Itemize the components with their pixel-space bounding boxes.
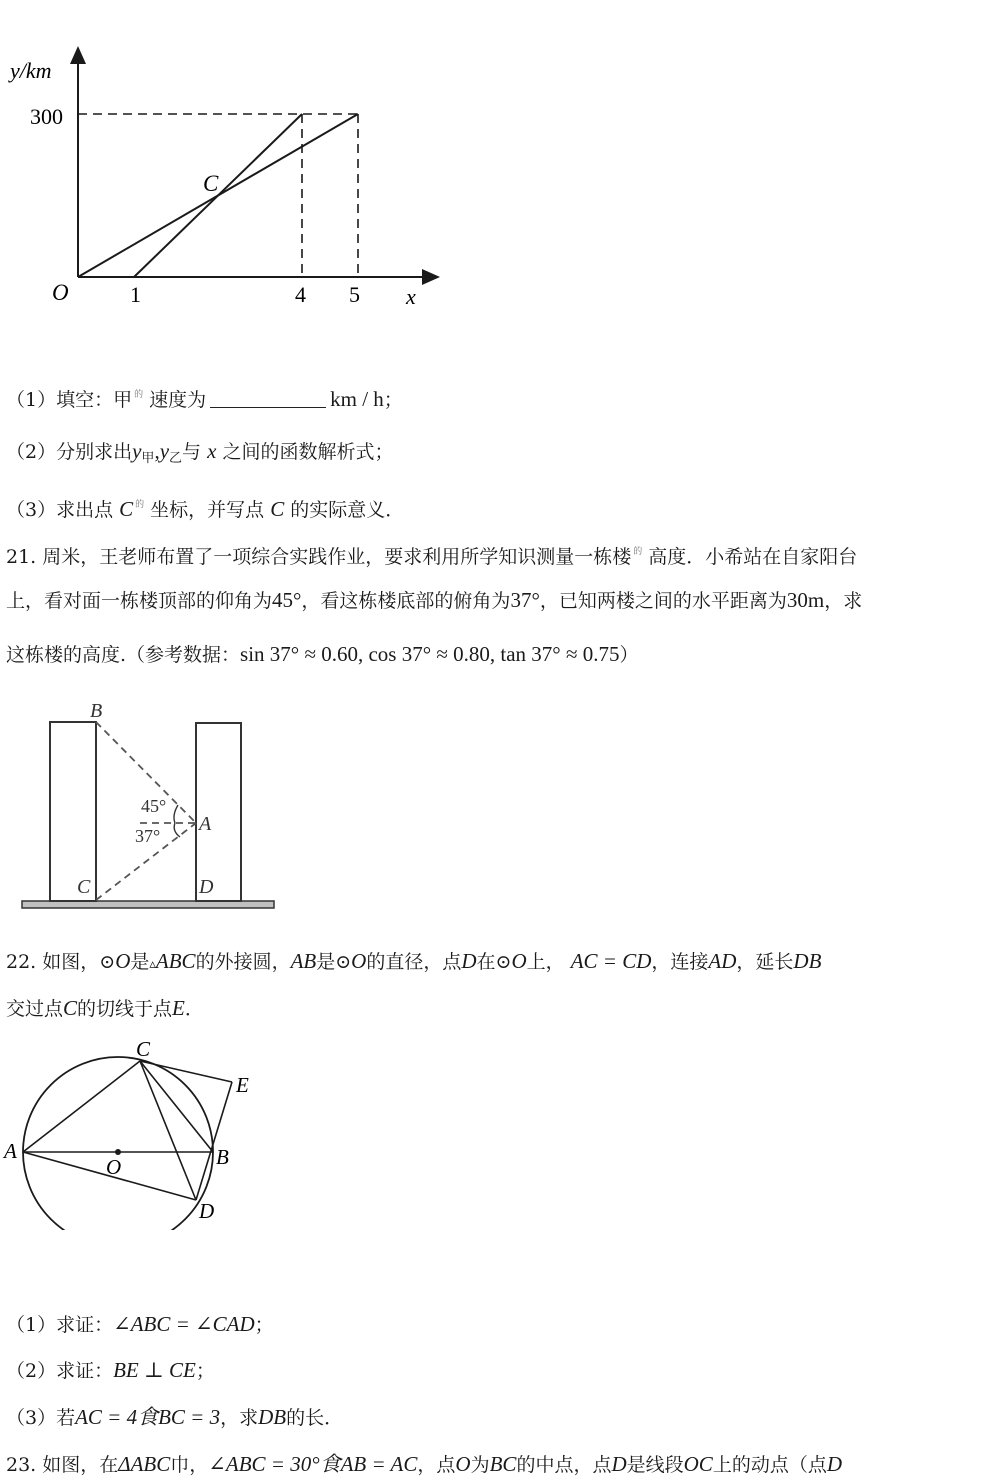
label-e: E: [236, 1073, 249, 1097]
q20-x-var: x: [207, 439, 217, 463]
q20-p3-text-a: （3）求出点: [6, 499, 114, 521]
q21-l1-text-b: 高度．小希站在自家阳台: [648, 546, 858, 568]
q20-part1: [6, 382, 403, 413]
q22-p3-text-b: ，求: [220, 1407, 259, 1429]
answer-blank[interactable]: [210, 389, 326, 408]
q22-text-a: 22. 如图，⊙: [6, 951, 116, 973]
q21-l2-text-c: ，已知两楼之间的水平距离为: [539, 590, 787, 612]
q22-o-2: O: [351, 949, 367, 973]
q21-l3-text-b: ）: [619, 644, 639, 666]
q23-text-d: 为: [470, 1454, 490, 1476]
distance-time-chart: [0, 40, 450, 320]
q20-y-var-2: y: [159, 439, 170, 463]
q23-o: O: [455, 1452, 471, 1476]
q22-l2-c: C: [63, 996, 78, 1020]
q20-point-c-2: C: [270, 497, 285, 521]
q22-l2-text-a: 交过点: [6, 998, 64, 1020]
q22-p3-text-c: 的长．: [286, 1407, 344, 1429]
q21-l1-text-a: 21. 周米，王老师布置了一项综合实践作业，要求利用所学知识测量一栋楼: [6, 546, 632, 568]
circle-figure: [0, 1030, 280, 1230]
q22-l2-end: ．: [184, 998, 204, 1020]
q20-part2: [6, 438, 393, 472]
label-b: B: [90, 700, 103, 722]
q22-p2-end: ；: [195, 1360, 215, 1382]
circle-o: [23, 1057, 213, 1230]
q22-ac-eq-cd: AC = CD: [570, 949, 652, 973]
segment-cd: [140, 1061, 196, 1200]
q22-part2: [6, 1357, 215, 1384]
q23-text-a: 23. 如图，在: [6, 1454, 119, 1476]
q22-p2-math: BE ⊥ CE: [113, 1358, 196, 1382]
q23-math: ∠ABC = 30°食AB = AC: [208, 1452, 418, 1476]
q22-text-h: ，连接: [651, 951, 709, 973]
q20-p1-text-a: （1）填空：甲: [6, 389, 133, 411]
q23-text-c: ，点: [417, 1454, 456, 1476]
q23-text-g: 上的动点（点: [712, 1454, 827, 1476]
q20-p3-text-b: 坐标，并写点: [150, 499, 265, 521]
q22-text-c: 的外接圆，: [195, 951, 291, 973]
q22-d: D: [461, 949, 477, 973]
x-tick-1: 1: [130, 282, 141, 307]
x-axis-label: x: [406, 284, 416, 309]
angle-37-label: 37°: [135, 826, 161, 846]
q20-p2-text-b: 与: [182, 441, 202, 463]
label-a: A: [199, 813, 212, 835]
label-d: D: [199, 876, 214, 898]
q20-p1-end: ；: [383, 389, 403, 411]
q22-line2: [6, 995, 204, 1022]
small-mark: 的: [135, 500, 145, 510]
angle-arc-top: [174, 805, 178, 823]
q22-p3-math: AC = 4食BC = 3: [75, 1405, 221, 1429]
q21-distance: 30m: [786, 588, 825, 612]
q22-text-f: 在⊙: [476, 951, 512, 973]
segment-de: [196, 1082, 232, 1200]
q23-text-e: 的中点，点: [516, 1454, 612, 1476]
buildings-figure: [0, 695, 300, 920]
q20-p2-text-a: （2）分别求出: [6, 441, 133, 463]
q21-l2-text-d: ，求: [824, 590, 863, 612]
q22-text-g: 上，: [526, 951, 565, 973]
triangle-icon: ▵: [149, 957, 156, 972]
q22-text-b: 是: [130, 951, 150, 973]
q23-d: D: [611, 1452, 627, 1476]
q21-line2: [6, 587, 862, 614]
q22-l2-text-b: 的切线于点: [77, 998, 173, 1020]
q20-unit: km / h: [330, 387, 384, 411]
q23-line1: [6, 1451, 842, 1478]
q20-point-c: C: [119, 497, 134, 521]
q22-p3-text-a: （3）若: [6, 1407, 76, 1429]
q22-text-d: 是⊙: [316, 951, 352, 973]
q22-line1: [6, 948, 821, 978]
q22-ad: AD: [708, 949, 737, 973]
right-building: [196, 723, 241, 901]
q23-triangle: ΔABC: [118, 1452, 171, 1476]
q22-ab: AB: [290, 949, 317, 973]
q23-text-b: 巾，: [170, 1454, 209, 1476]
origin-label: O: [52, 280, 69, 305]
label-c: C: [77, 876, 91, 898]
angle-arc-bottom: [174, 823, 180, 837]
small-mark: 的: [134, 390, 144, 400]
left-building: [50, 722, 96, 901]
q21-l2-text-b: ，看这栋楼底部的俯角为: [301, 590, 511, 612]
q22-p2-text: （2）求证：: [6, 1360, 114, 1382]
q22-abc: ABC: [155, 949, 196, 973]
point-c-label: C: [203, 171, 219, 196]
q22-o: O: [115, 949, 131, 973]
q22-l2-e: E: [172, 996, 185, 1020]
q22-part3: [6, 1404, 343, 1431]
small-mark: 的: [633, 547, 643, 557]
q23-oc: OC: [683, 1452, 713, 1476]
label-b: B: [216, 1145, 229, 1169]
label-c: C: [136, 1037, 151, 1061]
q22-part1: [6, 1311, 274, 1338]
label-a: A: [4, 1139, 17, 1163]
q20-sub-yi: 乙: [169, 451, 183, 466]
q22-db: DB: [793, 949, 822, 973]
q20-comma: ,: [154, 439, 160, 463]
x-tick-5: 5: [349, 282, 360, 307]
q22-p3-db: DB: [258, 1405, 287, 1429]
q20-sub-jia: 甲: [141, 451, 155, 466]
ground: [22, 901, 274, 908]
q21-line1: [6, 539, 857, 570]
label-d: D: [199, 1199, 215, 1223]
q20-part3: [6, 492, 404, 523]
q23-d-2: D: [826, 1452, 843, 1476]
q23-bc: BC: [489, 1452, 517, 1476]
q21-angle-45: 45°: [272, 588, 302, 612]
q22-o-3: O: [511, 949, 527, 973]
q22-text-i: ，延长: [736, 951, 794, 973]
q20-y-var: y: [132, 439, 142, 463]
q23-text-f: 是线段: [626, 1454, 684, 1476]
y-tick-300: 300: [30, 104, 63, 129]
q22-p1-text: （1）求证：: [6, 1314, 114, 1336]
angle-45-label: 45°: [141, 796, 167, 816]
q21-reference-data: sin 37° ≈ 0.60, cos 37° ≈ 0.80, tan 37° ≈ 0.75: [240, 642, 620, 666]
segment-ac: [23, 1061, 140, 1152]
label-o: O: [106, 1155, 122, 1179]
q21-angle-37: 37°: [510, 588, 540, 612]
q20-p3-text-c: 的实际意义．: [290, 499, 405, 521]
x-tick-4: 4: [295, 282, 306, 307]
q21-l3-text-a: 这栋楼的高度.（参考数据：: [6, 644, 241, 666]
q20-p2-text-c: 之间的函数解析式；: [222, 441, 394, 463]
q22-p1-math: ∠ABC = ∠CAD: [113, 1312, 255, 1336]
q21-line3: [6, 641, 639, 668]
q21-l2-text-a: 上，看对面一栋楼顶部的仰角为: [6, 590, 273, 612]
q22-p1-end: ；: [254, 1314, 274, 1336]
q20-p1-text-b: 速度为: [149, 389, 207, 411]
y-axis-label: y/km: [10, 58, 52, 83]
q22-text-e: 的直径，点: [366, 951, 462, 973]
